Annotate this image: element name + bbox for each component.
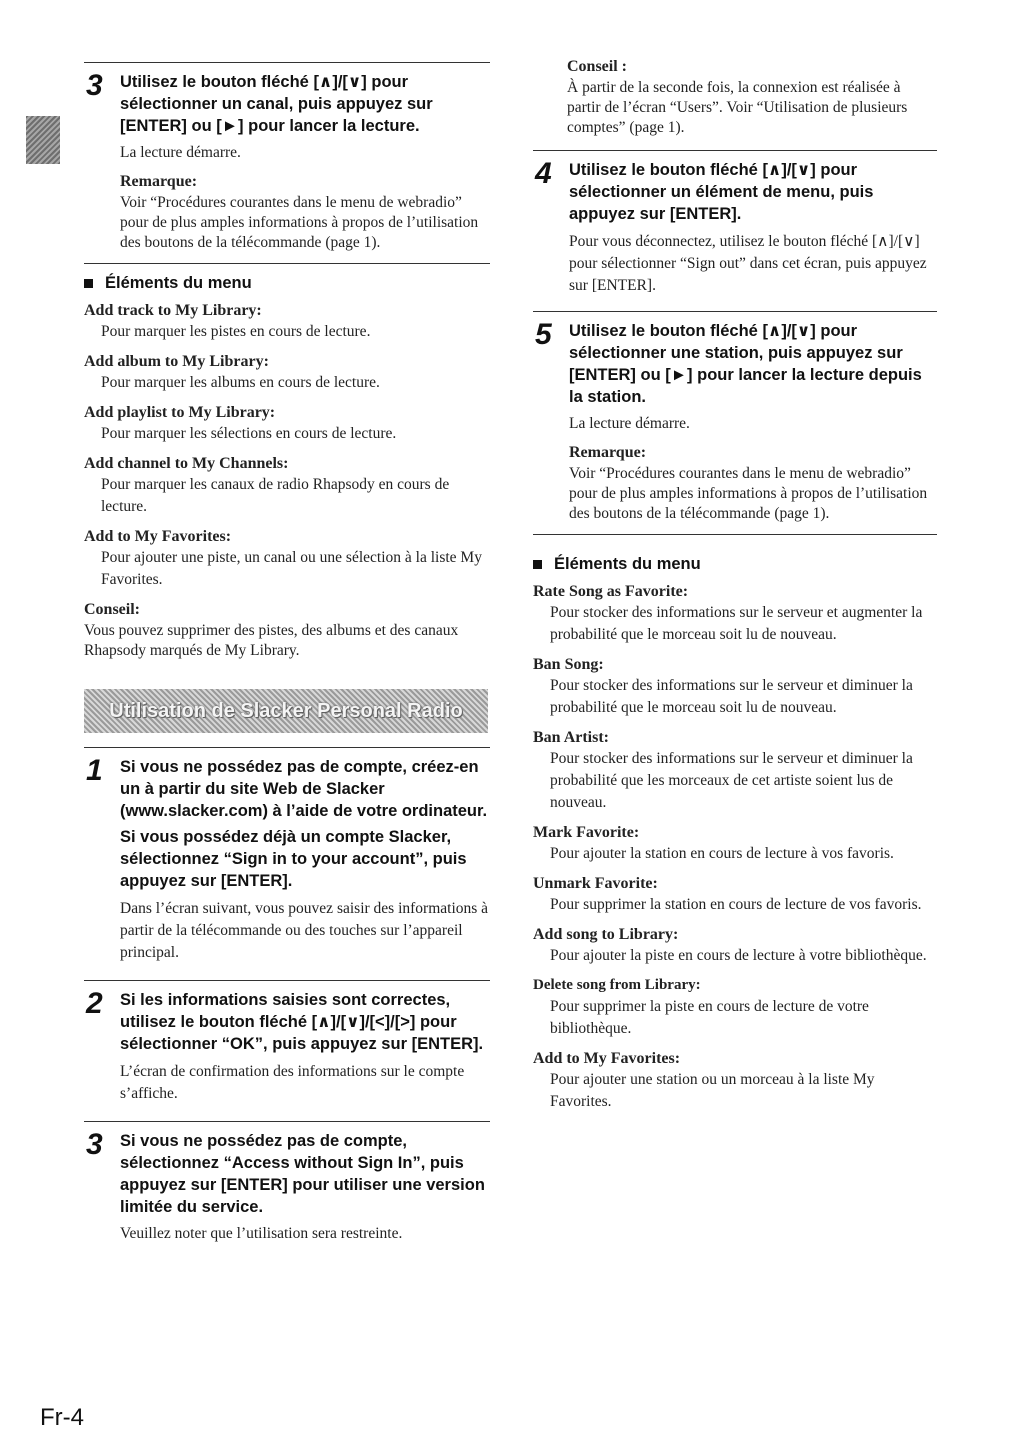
section-heading	[84, 272, 490, 294]
menu-item-desc: Pour stocker des informations sur le serveur et diminuer la probabilité que le morceau soit lu de nouveau.	[550, 677, 913, 716]
step-3-play-channel	[84, 71, 490, 253]
menu-item-desc: Pour ajouter une station ou un morceau à la liste My Favorites.	[550, 1071, 875, 1110]
menu-item-desc: Pour ajouter la piste en cours de lecture à votre bibliothèque.	[550, 947, 927, 964]
divider	[84, 747, 490, 748]
step-text: Pour vous déconnectez, utilisez le bouton fléché [∧]/[∨] pour sélectionner “Sign out” dans cet écran, puis appuyez sur [ENTER].	[569, 233, 927, 294]
menu-item-list	[84, 300, 490, 591]
step-heading: Utilisez le bouton fléché [∧]/[∨] pour sélectionner un élément de menu, puis appuyez sur [ENTER].	[569, 161, 874, 223]
divider	[533, 150, 937, 151]
step-text: Veuillez noter que l’utilisation sera restreinte.	[120, 1225, 403, 1242]
remark-text: Voir “Procédures courantes dans le menu de webradio” pour de plus amples informations à propos de l’utilisation des boutons de la télécommande (page 1).	[569, 465, 928, 522]
menu-item-term: Add song to Library:	[533, 926, 679, 943]
tip-text: À partir de la seconde fois, la connexion est réalisée à partir de l’écran “Users”. Voir “Utilisation de plusieurs comptes” (page 1).	[567, 79, 908, 136]
menu-items-section	[84, 272, 490, 661]
step-text: Dans l’écran suivant, vous pouvez saisir des informations à partir de la télécommande ou des touches sur l’appareil principal.	[120, 900, 489, 961]
menu-item-term: Delete song from Library:	[533, 977, 701, 993]
square-bullet-icon	[84, 279, 93, 288]
step-heading: Si les informations saisies sont correctes, utilisez le bouton fléché [∧]/[∨]/[<]/[>] pour sélectionner “OK”, puis appuyez sur [ENTER].	[120, 991, 484, 1053]
section-title: Éléments du menu	[554, 555, 701, 573]
section-side-tab	[26, 116, 60, 164]
step-heading: Utilisez le bouton fléché [∧]/[∨] pour sélectionner un canal, puis appuyez sur [ENTER] ou [►] pour lancer la lecture.	[120, 73, 433, 135]
menu-item-desc: Pour marquer les pistes en cours de lecture.	[101, 323, 371, 340]
remark-label: Remarque:	[120, 173, 198, 190]
divider	[84, 62, 490, 63]
menu-item	[84, 526, 490, 591]
menu-item	[533, 654, 937, 719]
page-number: Fr-4	[40, 1404, 84, 1431]
menu-item	[84, 351, 490, 394]
menu-item-desc: Pour stocker des informations sur le serveur et augmenter la probabilité que le morceau soit lu de nouveau.	[550, 604, 923, 643]
menu-item-desc: Pour marquer les albums en cours de lecture.	[101, 374, 380, 391]
tip-label: Conseil:	[84, 601, 140, 618]
section-banner: Utilisation de Slacker Personal Radio	[84, 689, 488, 733]
menu-item-term: Add to My Favorites:	[533, 1050, 681, 1067]
step-heading: Utilisez le bouton fléché [∧]/[∨] pour sélectionner une station, puis appuyez sur [ENTER] ou [►] pour lancer la lecture depuis la station.	[569, 322, 922, 406]
menu-item-list	[533, 581, 937, 1113]
step-number: 3	[86, 69, 103, 102]
menu-item	[533, 975, 937, 1040]
menu-item-term: Ban Song:	[533, 656, 604, 673]
menu-item-desc: Pour stocker des informations sur le serveur et diminuer la probabilité que les morceaux de cet artiste soient lus de nouveau.	[550, 750, 913, 811]
tip-block	[533, 56, 937, 138]
menu-items-section	[533, 553, 937, 1113]
step-heading: Si vous ne possédez pas de compte, sélectionnez “Access without Sign In”, puis appuyez sur [ENTER] pour utiliser une version limitée du service.	[120, 1132, 485, 1216]
menu-item	[84, 402, 490, 445]
menu-item-term: Add track to My Library:	[84, 302, 262, 319]
divider	[533, 311, 937, 312]
step-1-create-account	[84, 756, 490, 964]
square-bullet-icon	[533, 560, 542, 569]
left-column	[84, 62, 490, 1244]
remark-label: Remarque:	[569, 444, 647, 461]
menu-item-desc: Pour supprimer la station en cours de lecture de vos favoris.	[550, 896, 922, 913]
menu-item-term: Add channel to My Channels:	[84, 455, 289, 472]
step-2-confirm-info	[84, 989, 490, 1105]
menu-item-term: Add playlist to My Library:	[84, 404, 276, 421]
divider	[84, 980, 490, 981]
step-text: La lecture démarre.	[120, 144, 241, 161]
menu-item	[533, 727, 937, 814]
step-heading: Si vous ne possédez pas de compte, créez-en un à partir du site Web de Slacker (www.slacker.com) à l’aide de votre ordinateur.	[120, 758, 488, 820]
step-text: La lecture démarre.	[569, 415, 690, 432]
menu-item	[533, 822, 937, 865]
step-heading-alt: Si vous possédez déjà un compte Slacker, sélectionnez “Sign in to your account”, puis appuyez sur [ENTER].	[120, 828, 467, 890]
menu-item	[533, 873, 937, 916]
menu-item-term: Ban Artist:	[533, 729, 609, 746]
step-text: L’écran de confirmation des informations sur le compte s’affiche.	[120, 1063, 465, 1102]
menu-item	[84, 300, 490, 343]
right-column	[533, 56, 937, 1113]
step-number: 2	[86, 987, 103, 1020]
menu-item	[533, 581, 937, 646]
menu-item-term: Unmark Favorite:	[533, 875, 658, 892]
menu-item-desc: Pour supprimer la piste en cours de lecture de votre bibliothèque.	[550, 998, 869, 1037]
step-number: 1	[86, 754, 103, 787]
divider	[84, 263, 490, 264]
menu-item-term: Add to My Favorites:	[84, 528, 232, 545]
menu-item	[84, 453, 490, 518]
divider	[84, 1121, 490, 1122]
menu-item-desc: Pour marquer les canaux de radio Rhapsody en cours de lecture.	[101, 476, 450, 515]
step-number: 3	[86, 1128, 103, 1161]
step-number: 4	[535, 157, 552, 190]
remark-text: Voir “Procédures courantes dans le menu de webradio” pour de plus amples informations à propos de l’utilisation des boutons de la télécommande (page 1).	[120, 194, 479, 251]
tip-text: Vous pouvez supprimer des pistes, des albums et des canaux Rhapsody marqués de My Library.	[84, 622, 459, 659]
menu-item-term: Rate Song as Favorite:	[533, 583, 689, 600]
section-heading	[533, 553, 937, 575]
menu-item-term: Mark Favorite:	[533, 824, 640, 841]
menu-item	[533, 924, 937, 967]
step-3-access-without-sign-in	[84, 1130, 490, 1244]
step-5-select-station	[533, 320, 937, 524]
menu-item-desc: Pour ajouter la station en cours de lecture à vos favoris.	[550, 845, 894, 862]
step-number: 5	[535, 318, 552, 351]
divider	[533, 534, 937, 535]
menu-item-desc: Pour marquer les sélections en cours de lecture.	[101, 425, 397, 442]
tip-label: Conseil :	[567, 58, 627, 75]
menu-item	[533, 1048, 937, 1113]
step-4-select-menu-item	[533, 159, 937, 297]
menu-item-desc: Pour ajouter une piste, un canal ou une sélection à la liste My Favorites.	[101, 549, 482, 588]
section-title: Éléments du menu	[105, 274, 252, 292]
menu-item-term: Add album to My Library:	[84, 353, 269, 370]
